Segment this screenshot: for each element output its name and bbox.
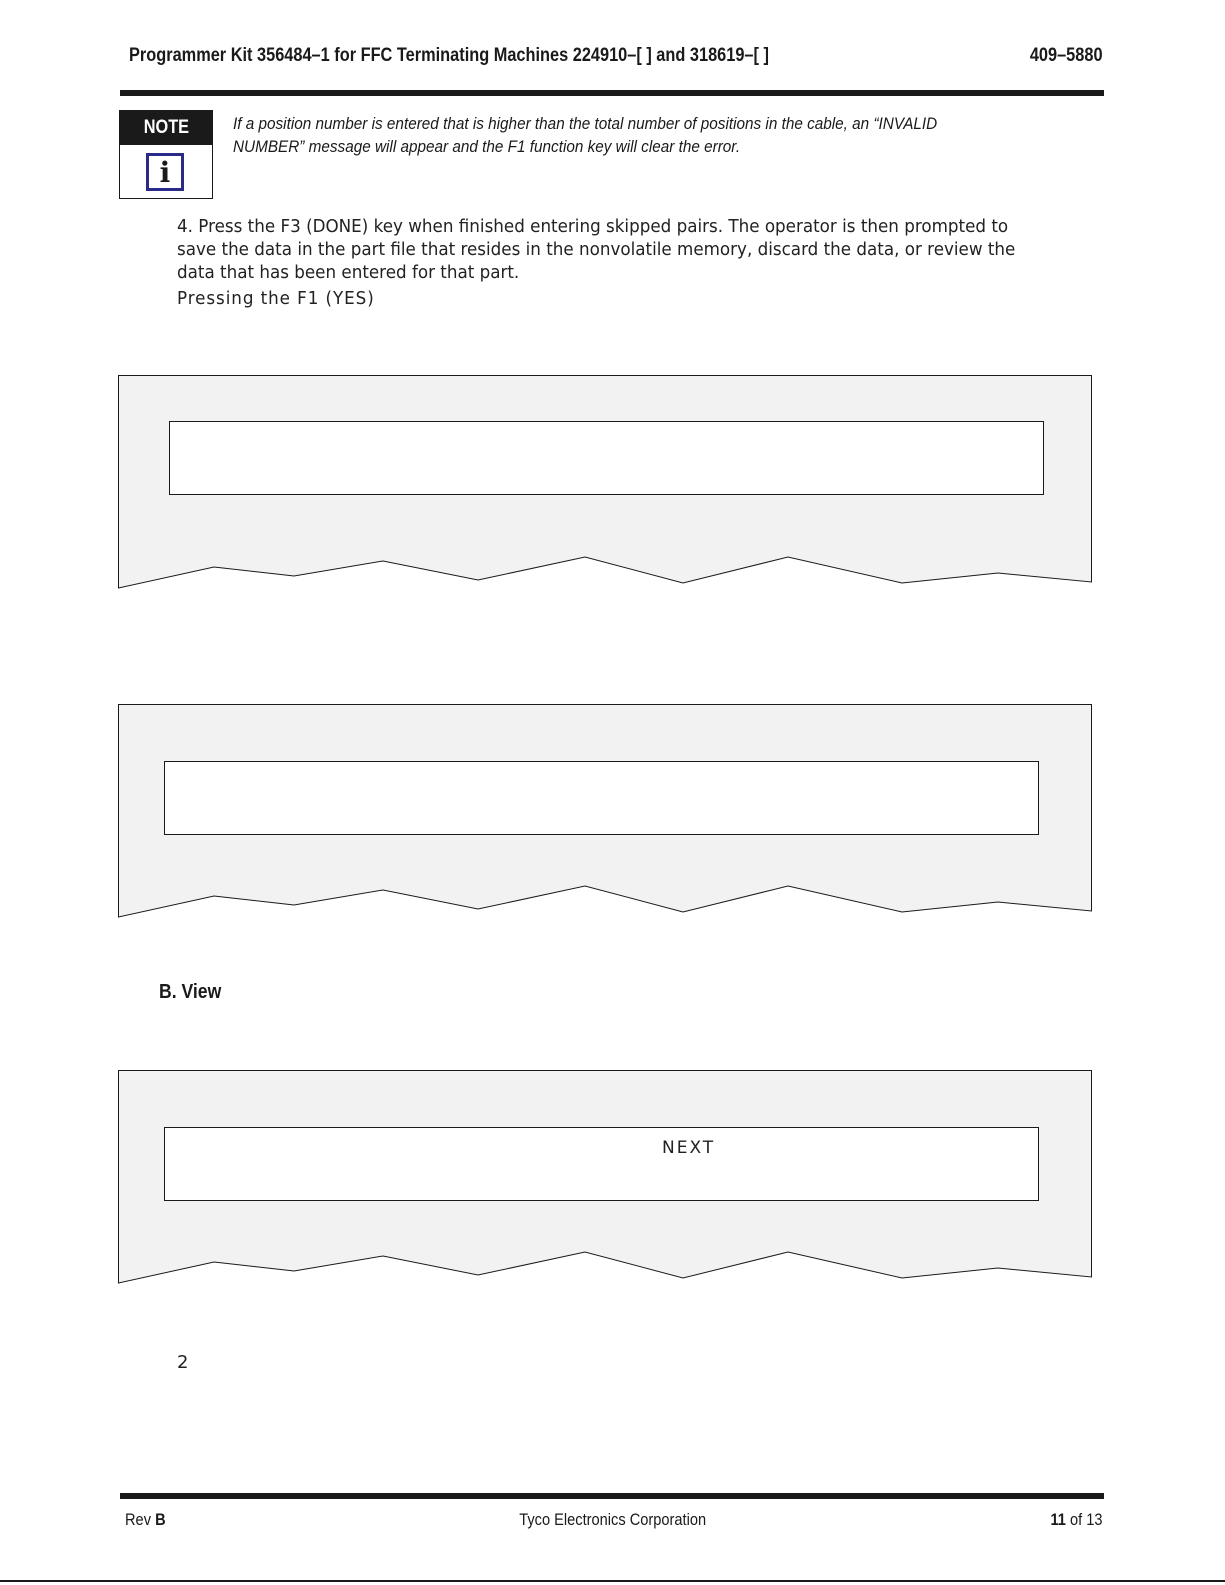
lcd-screen-3 xyxy=(164,1127,1039,1201)
page-number: 11 of 13 xyxy=(1050,1510,1103,1529)
display-panel-2 xyxy=(118,704,1104,924)
step-4-paragraph: 4. Press the F3 (DONE) key when finished entering skipped pairs. The operator is then prompted to save the data in the part file that resides in the nonvolatile memory, discard the data, or review the data that has been entered for that part. xyxy=(177,216,1016,283)
note-label: NOTE xyxy=(120,111,212,145)
header-rule xyxy=(120,90,1104,96)
display-panel-1 xyxy=(118,375,1104,595)
step-4-followup: Pressing the F1 (YES) xyxy=(177,288,375,309)
lcd-screen-3-text: NEXT xyxy=(662,1138,716,1158)
note-callout xyxy=(119,110,213,199)
step-2-number: 2 xyxy=(177,1352,189,1373)
note-text: If a position number is entered that is higher than the total number of positions in the cable, an “INVALID NUMBER” message will appear and the F1 function key will clear the error. xyxy=(233,114,938,156)
document-number: 409–5880 xyxy=(1030,45,1103,66)
page-total: 13 xyxy=(1086,1510,1103,1529)
document-title: Programmer Kit 356484–1 for FFC Terminating Machines 224910–[ ] and 318619–[ ] xyxy=(129,45,769,66)
company-name: Tyco Electronics Corporation xyxy=(519,1510,706,1529)
info-icon: i xyxy=(146,153,184,191)
page-bottom-edge xyxy=(0,1580,1225,1582)
display-panel-3 xyxy=(118,1070,1104,1290)
lcd-screen-2 xyxy=(164,761,1039,835)
footer-rule xyxy=(120,1493,1104,1499)
section-b-heading: B. View xyxy=(159,981,222,1003)
revision-label: Rev B xyxy=(125,1510,166,1529)
revision-value: B xyxy=(155,1510,166,1529)
page-current: 11 xyxy=(1050,1510,1067,1529)
lcd-screen-1 xyxy=(169,421,1044,495)
